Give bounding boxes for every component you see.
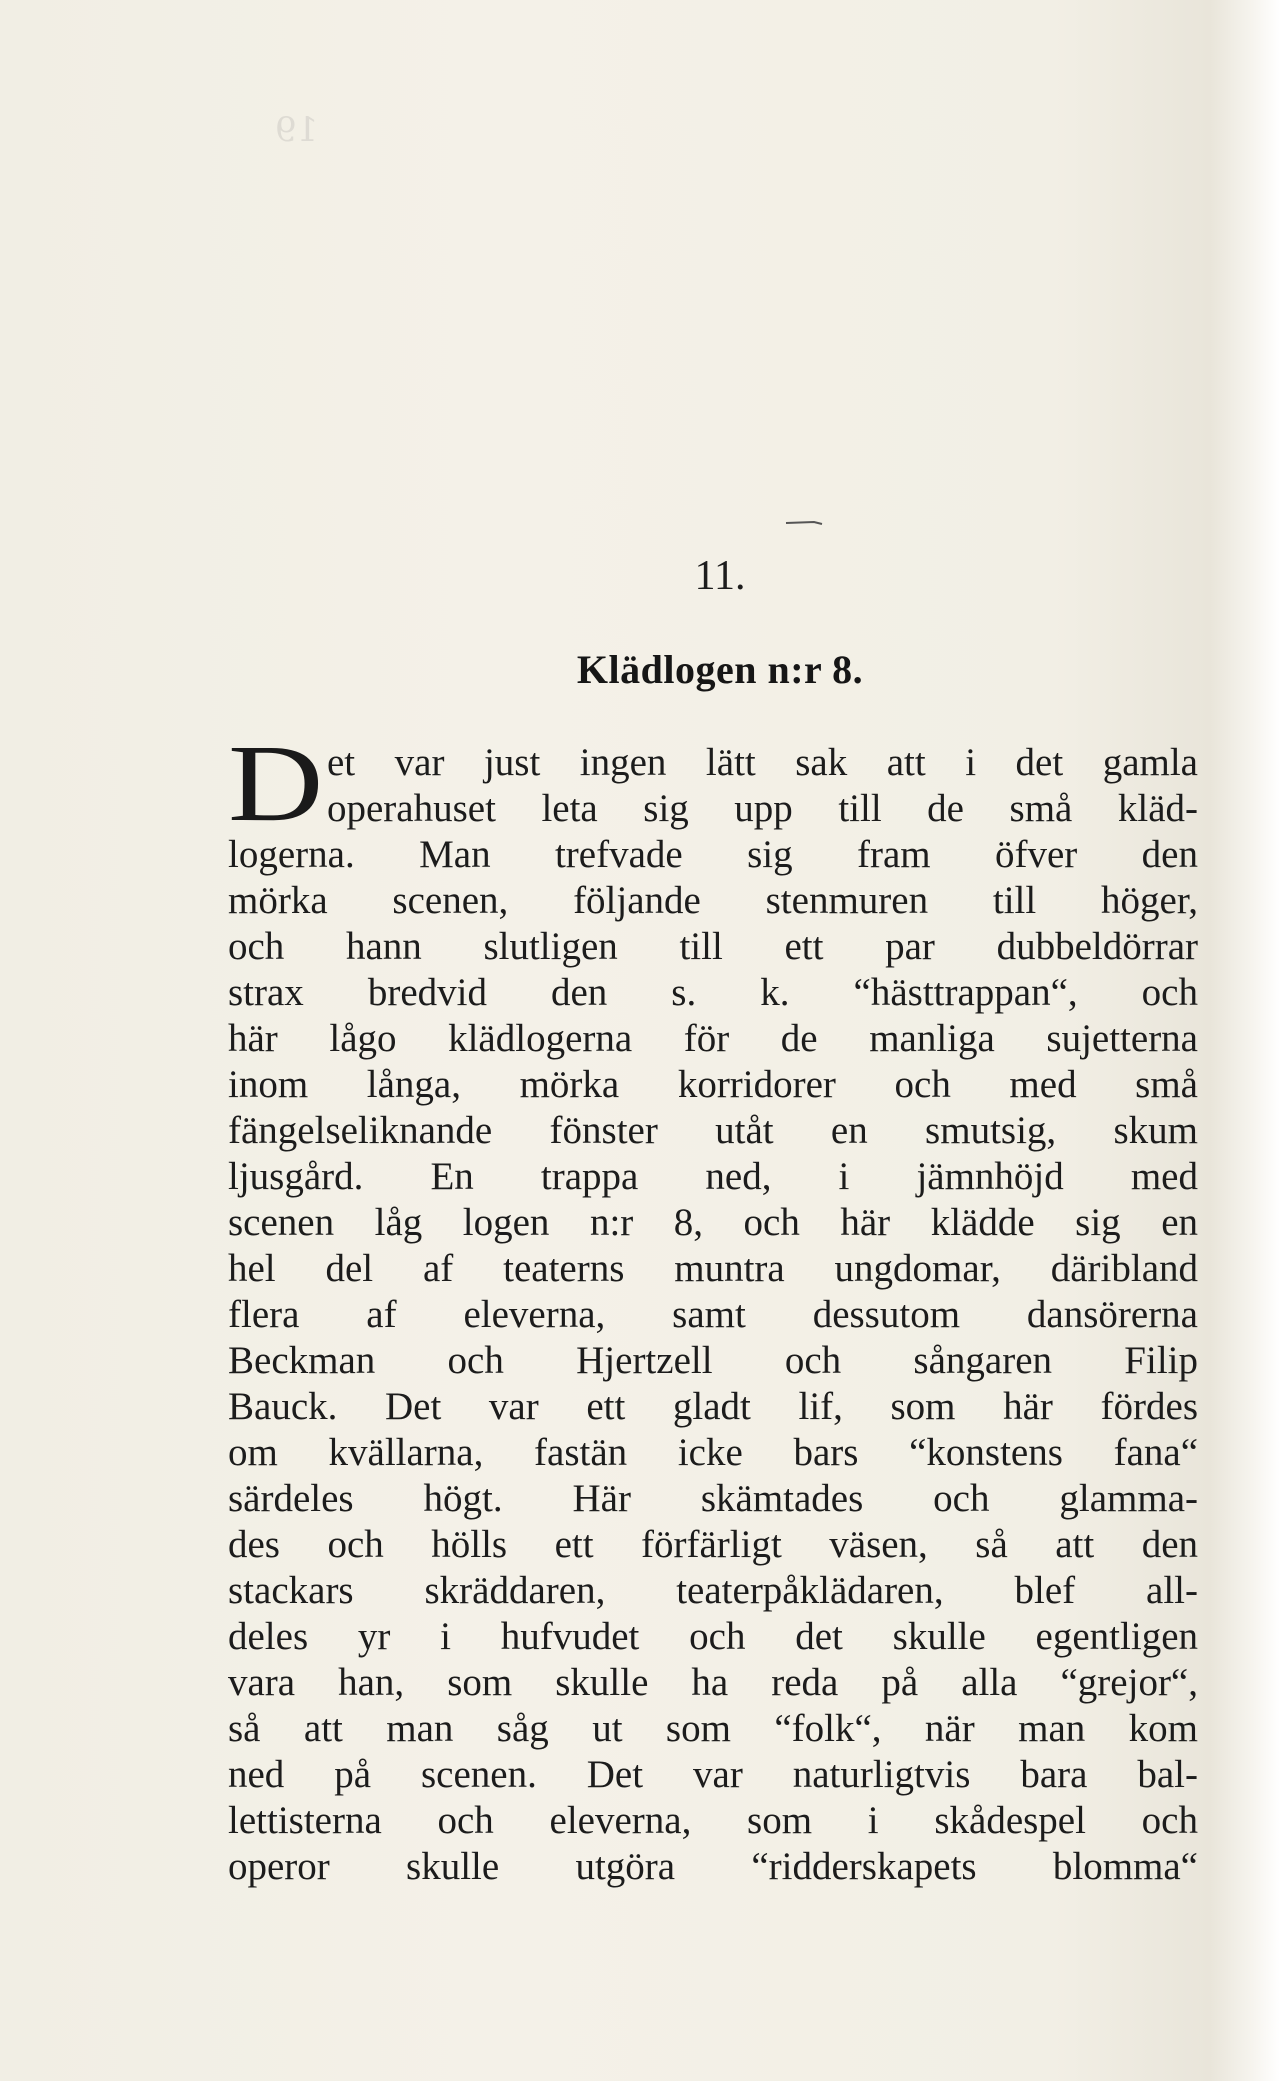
text-line: scenen låg logen n:r 8, och här klädde sig en <box>228 1201 1198 1244</box>
chapter-number: 11. <box>694 553 746 599</box>
text-line: logerna. Man trefvade sig fram öfver den <box>228 833 1198 876</box>
text-line: operor skulle utgöra “ridderskapets blomma“ <box>228 1845 1198 1888</box>
text-line: et var just ingen lätt sak att i det gamla <box>327 741 1198 784</box>
text-line: stackars skräddaren, teaterpåklädaren, blef all- <box>228 1569 1198 1612</box>
text-line: operahuset leta sig upp till de små kläd- <box>327 787 1198 830</box>
text-line: inom långa, mörka korridorer och med små <box>228 1063 1198 1106</box>
drop-cap <box>228 722 328 844</box>
text-line: Bauck. Det var ett gladt lif, som här fördes <box>228 1385 1198 1428</box>
show-through-text <box>230 190 1190 234</box>
text-line: lettisterna och eleverna, som i skådespel och <box>228 1799 1198 1842</box>
ornament-mark <box>784 520 824 526</box>
text-line: här lågo klädlogerna för de manliga sujetterna <box>228 1017 1198 1060</box>
text-line: ned på scenen. Det var naturligtvis bara bal- <box>228 1753 1198 1796</box>
text-line: des och hölls ett förfärligt väsen, så att den <box>228 1523 1198 1566</box>
text-line: särdeles högt. Här skämtades och glamma- <box>228 1477 1198 1520</box>
text-line: flera af eleverna, samt dessutom dansörerna <box>228 1293 1198 1336</box>
text-line: ljusgård. En trappa ned, i jämnhöjd med <box>228 1155 1198 1198</box>
text-line: om kvällarna, fastän icke bars “konstens fana“ <box>228 1431 1198 1474</box>
text-line: vara han, som skulle ha reda på alla “grejor“, <box>228 1661 1198 1704</box>
text-line: så att man såg ut som “folk“, när man kom <box>228 1707 1198 1750</box>
drop-cap-letter: D <box>228 722 324 844</box>
text-line: deles yr i hufvudet och det skulle egentligen <box>228 1615 1198 1658</box>
text-line: hel del af teaterns muntra ungdomar, däribland <box>228 1247 1198 1290</box>
text-line: strax bredvid den s. k. “hästtrappan“, och <box>228 971 1198 1014</box>
text-line: mörka scenen, följande stenmuren till höger, <box>228 879 1198 922</box>
chapter-title: Klädlogen n:r 8. <box>576 647 864 692</box>
show-through-page-number: 19 <box>275 110 319 150</box>
text-line: och hann slutligen till ett par dubbeldörrar <box>228 925 1198 968</box>
text-line: Beckman och Hjertzell och sångaren Filip <box>228 1339 1198 1382</box>
page-edge <box>1210 0 1280 2081</box>
text-line: fängelseliknande fönster utåt en smutsig, skum <box>228 1109 1198 1152</box>
